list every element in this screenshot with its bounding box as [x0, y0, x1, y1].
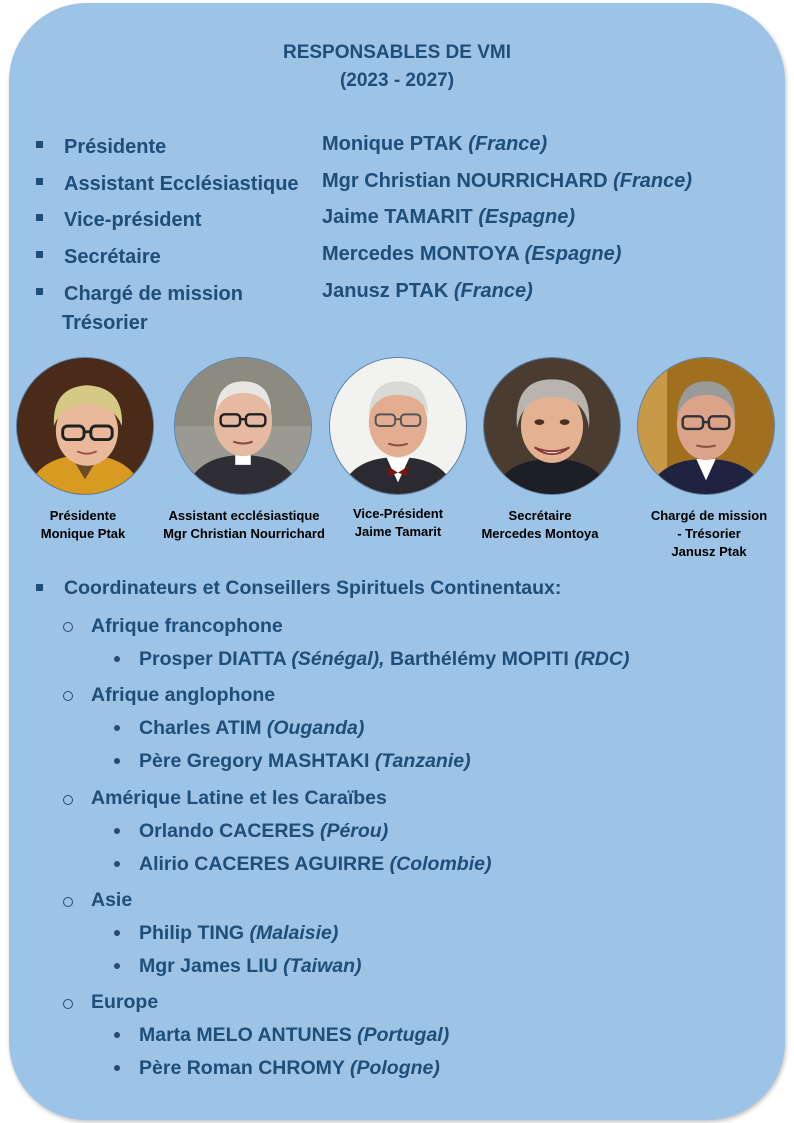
officer-role: Assistant Ecclésiastique	[64, 173, 299, 195]
square-bullet-icon	[36, 584, 43, 591]
member-item	[139, 1024, 449, 1047]
member-name: Charles ATIM	[139, 717, 262, 739]
officer-name: Mercedes MONTOYA	[322, 243, 520, 265]
officer-country: (Espagne)	[478, 206, 576, 228]
photo-caption	[609, 507, 794, 561]
caption-line: Monique Ptak	[40, 526, 126, 541]
member-item	[139, 955, 362, 978]
member-name: Barthélémy MOPITI	[384, 648, 569, 670]
portrait-photo	[16, 357, 154, 495]
member-item	[139, 922, 338, 945]
circle-bullet-icon	[63, 691, 73, 701]
officer-row	[0, 170, 794, 200]
dot-bullet-icon	[114, 861, 120, 867]
caption-line: Chargé de mission	[650, 508, 768, 523]
portrait-tresorier-icon	[638, 358, 774, 494]
member-country: (Taiwan)	[283, 955, 362, 977]
officer-role: Secrétaire	[64, 246, 161, 268]
portrait-photo	[637, 357, 775, 495]
dot-bullet-icon	[114, 828, 120, 834]
member-country: (RDC)	[574, 648, 630, 670]
officer-name: Jaime TAMARIT	[322, 206, 473, 228]
member-item	[139, 820, 388, 843]
portrait-photo	[483, 357, 621, 495]
caption-line: Mercedes Montoya	[481, 526, 599, 541]
officer-country: (France)	[613, 170, 693, 192]
square-bullet-icon	[36, 141, 43, 148]
member-country: (Pérou)	[319, 820, 389, 842]
portrait-assistant-icon	[175, 358, 311, 494]
member-item	[139, 853, 491, 876]
caption-line: Présidente	[49, 508, 117, 523]
member-item	[139, 717, 364, 740]
region-heading: Asie	[91, 889, 133, 911]
circle-bullet-icon	[63, 622, 73, 632]
portrait-secretaire-icon	[484, 358, 620, 494]
member-item	[139, 750, 471, 773]
caption-line: - Trésorier	[677, 526, 741, 541]
member-country: (Portugal)	[357, 1024, 450, 1046]
member-country: (Tanzanie)	[374, 750, 471, 772]
caption-line: Mgr Christian Nourrichard	[163, 526, 325, 541]
officer-role: Vice-président	[64, 209, 202, 231]
member-name: Alirio CACERES AGUIRRE	[139, 853, 385, 875]
page-period: (2023 - 2027)	[339, 70, 455, 91]
officer-row	[0, 280, 794, 340]
dot-bullet-icon	[114, 1032, 120, 1038]
region-heading: Afrique francophone	[91, 615, 283, 637]
portrait-vice-president-icon	[330, 358, 466, 494]
officer-name: Janusz PTAK	[322, 280, 449, 302]
officer-person	[322, 243, 621, 266]
member-country: (Malaisie)	[249, 922, 339, 944]
member-item	[139, 1057, 440, 1080]
member-item	[139, 648, 629, 671]
officer-row	[0, 206, 794, 236]
officer-role: Chargé de mission	[64, 283, 243, 305]
officer-person	[322, 133, 547, 156]
member-name: Philip TING	[139, 922, 245, 944]
officer-name: Mgr Christian NOURRICHARD	[322, 170, 608, 192]
square-bullet-icon	[36, 251, 43, 258]
member-name: Père Gregory MASHTAKI	[139, 750, 370, 772]
dot-bullet-icon	[114, 725, 120, 731]
officer-country: (France)	[468, 133, 548, 155]
caption-line: Janusz Ptak	[671, 544, 747, 559]
dot-bullet-icon	[114, 758, 120, 764]
region-heading: Europe	[91, 991, 159, 1013]
officer-name: Monique PTAK	[322, 133, 463, 155]
officer-row	[0, 243, 794, 273]
officer-person	[322, 206, 575, 229]
region-heading: Afrique anglophone	[91, 684, 276, 706]
portrait-photo	[174, 357, 312, 495]
officer-country: (Espagne)	[524, 243, 622, 265]
circle-bullet-icon	[63, 795, 73, 805]
portrait-photo	[329, 357, 467, 495]
officer-role-secondary: Trésorier	[62, 312, 148, 334]
officer-person	[322, 280, 533, 303]
section-heading: Coordinateurs et Conseillers Spirituels Continentaux:	[64, 577, 562, 599]
member-name: Marta MELO ANTUNES	[139, 1024, 352, 1046]
member-name: Prosper DIATTA	[139, 648, 286, 670]
member-name: Orlando CACERES	[139, 820, 315, 842]
member-name: Père Roman CHROMY	[139, 1057, 345, 1079]
caption-line: Assistant ecclésiastique	[168, 508, 320, 523]
dot-bullet-icon	[114, 1065, 120, 1071]
dot-bullet-icon	[114, 930, 120, 936]
dot-bullet-icon	[114, 656, 120, 662]
caption-line: Vice-Président	[352, 506, 444, 521]
dot-bullet-icon	[114, 963, 120, 969]
officer-country: (France)	[453, 280, 533, 302]
square-bullet-icon	[36, 178, 43, 185]
circle-bullet-icon	[63, 999, 73, 1009]
officer-role: Présidente	[64, 136, 167, 158]
square-bullet-icon	[36, 214, 43, 221]
member-country: (Ouganda)	[266, 717, 365, 739]
officer-person	[322, 170, 692, 193]
member-name: Mgr James LIU	[139, 955, 278, 977]
member-country: (Sénégal),	[291, 648, 385, 670]
region-heading: Amérique Latine et les Caraïbes	[91, 787, 387, 809]
caption-line: Jaime Tamarit	[354, 524, 442, 539]
member-country: (Colombie)	[389, 853, 492, 875]
circle-bullet-icon	[63, 897, 73, 907]
caption-line: Secrétaire	[508, 508, 572, 523]
square-bullet-icon	[36, 288, 43, 295]
portrait-presidente-icon	[17, 358, 153, 494]
member-country: (Pologne)	[349, 1057, 440, 1079]
page-title: RESPONSABLES DE VMI	[282, 42, 512, 63]
officer-row	[0, 133, 794, 163]
